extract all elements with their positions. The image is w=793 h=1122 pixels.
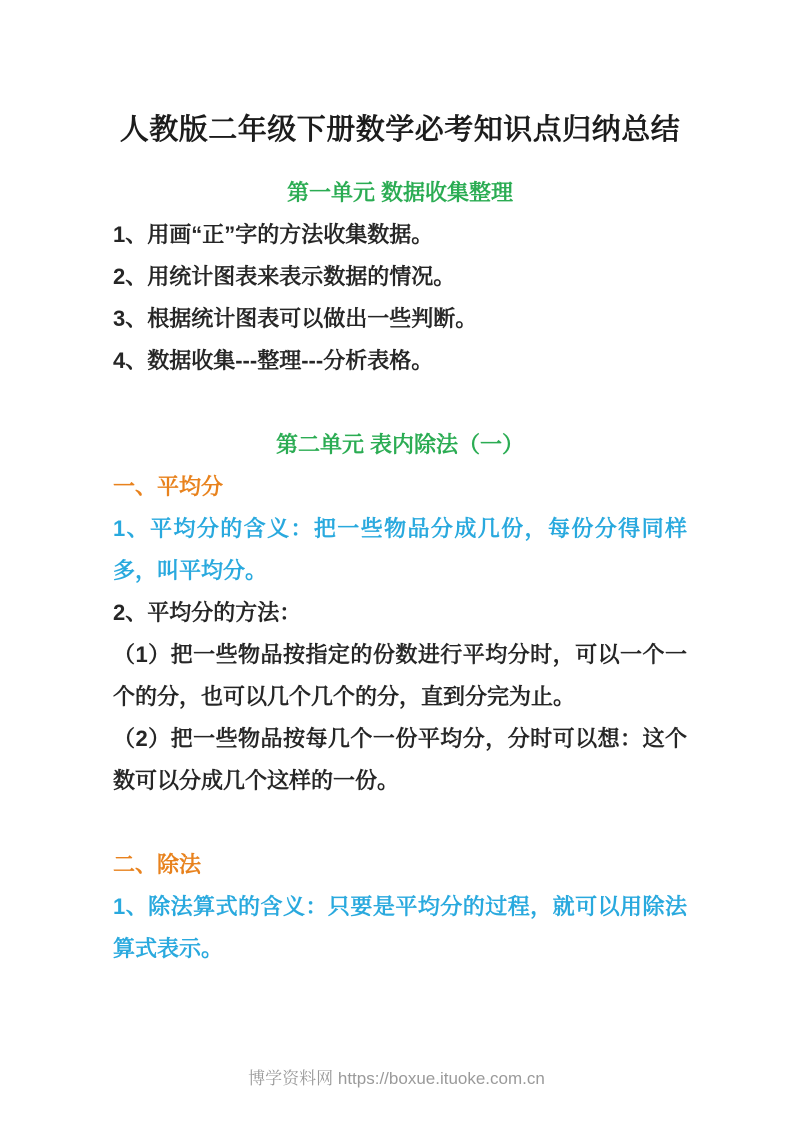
unit1-item-2: 2、用统计图表来表示数据的情况。 [113,264,456,289]
footer-watermark: 博学资料网 https://boxue.ituoke.com.cn [248,1069,545,1088]
unit2-part2-definition: 1、除法算式的含义：只要是平均分的过程，就可以用除法算式表示。 [113,894,687,961]
unit1-item-3: 3、根据统计图表可以做出一些判断。 [113,306,478,331]
unit1-heading: 第一单元 数据收集整理 [286,180,514,205]
unit1-item-1: 1、用画“正”字的方法收集数据。 [113,222,434,247]
unit2-part1-method-label: 2、平均分的方法： [113,600,302,625]
unit2-part1-method-2: （2）把一些物品按每几个一份平均分，分时可以想：这个数可以分成几个这样的一份。 [113,726,687,793]
page-title: 人教版二年级下册数学必考知识点归纳总结 [119,114,681,146]
unit2-part1-method-1: （1）把一些物品按指定的份数进行平均分时，可以一个一个的分，也可以几个几个的分，直到分完为止。 [113,642,687,709]
unit2-part1-definition: 1、平均分的含义：把一些物品分成几份，每份分得同样多，叫平均分。 [113,516,687,583]
unit2-heading: 第二单元 表内除法（一） [275,432,525,457]
unit2-part2-heading: 二、除法 [113,852,202,877]
unit1-item-4: 4、数据收集---整理---分析表格。 [113,348,434,373]
unit2-part1-heading: 一、平均分 [113,474,224,499]
